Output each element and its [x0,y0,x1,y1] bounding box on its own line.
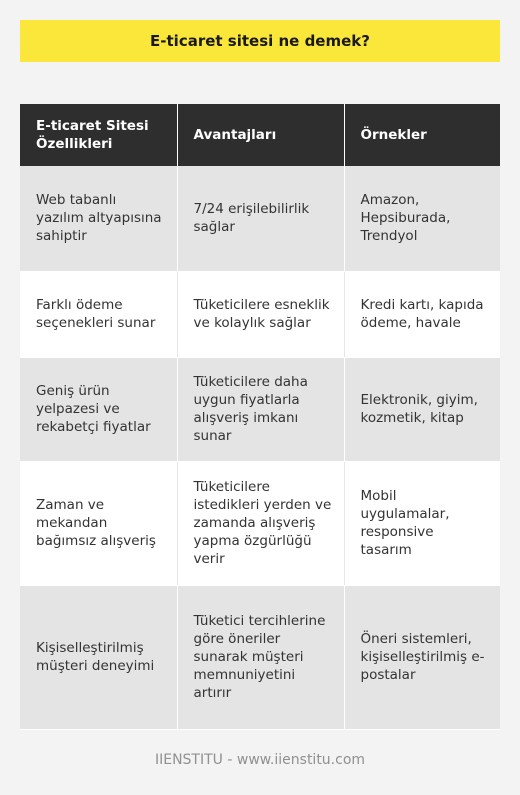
footer-source: IIENSTITU - www.iienstitu.com [154,752,366,768]
table-cell-feature: Geniş ürün yelpazesi ve rekabetçi fiyatlar [20,357,177,461]
table-cell-advantage: 7/24 erişilebilirlik sağlar [177,166,344,271]
table-row [20,585,500,729]
table-row [20,461,500,585]
table-cell-example: Kredi kartı, kapıda ödeme, havale [344,271,500,357]
table-cell-advantage: Tüketicilere esneklik ve kolaylık sağlar [177,271,344,357]
table-cell-feature: Kişiselleştirilmiş müşteri deneyimi [20,585,177,729]
table-row [20,357,500,461]
table-cell-feature: Farklı ödeme seçenekleri sunar [20,271,177,357]
table-cell-advantage: Tüketici tercihlerine göre öneriler sunarak müşteri memnuniyetini artırır [177,585,344,729]
table-row [20,166,500,271]
table-cell-example: Mobil uygulamalar, responsive tasarım [344,461,500,585]
column-header-advantages: Avantajları [177,104,344,166]
table-cell-feature: Zaman ve mekandan bağımsız alışveriş [20,461,177,585]
column-header-examples: Örnekler [344,104,500,166]
table-cell-example: Öneri sistemleri, kişiselleştirilmiş e-postalar [344,585,500,729]
title-banner [20,20,500,62]
table-cell-advantage: Tüketicilere daha uygun fiyatlarla alışveriş imkanı sunar [177,357,344,461]
table-row [20,271,500,357]
table-cell-example: Amazon, Hepsiburada, Trendyol [344,166,500,271]
table-cell-feature: Web tabanlı yazılım altyapısına sahiptir [20,166,177,271]
column-header-features: E-ticaret Sitesi Özellikleri [20,104,177,166]
table-cell-example: Elektronik, giyim, kozmetik, kitap [344,357,500,461]
page-title: E-ticaret sitesi ne demek? [150,32,370,50]
table-cell-advantage: Tüketicilere istedikleri yerden ve zamanda alışveriş yapma özgürlüğü verir [177,461,344,585]
features-table [20,104,500,730]
table-header-row [20,104,500,166]
